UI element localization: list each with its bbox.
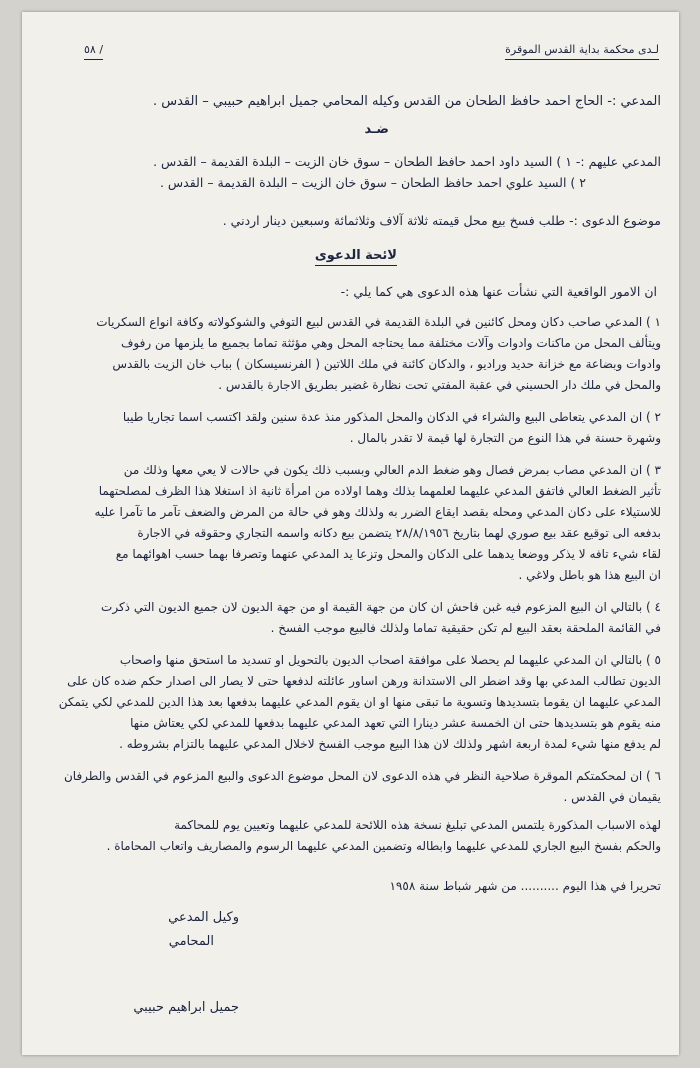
- para2-line2: وشهرة حسنة في هذا النوع من التجارة لها قيمة لا تقدر بالمال .: [349, 431, 661, 445]
- versus-label: ضـد: [364, 122, 389, 137]
- court-header: لـدى محكمة بداية القدس الموقرة: [505, 42, 659, 60]
- para1-line2: ويتألف المحل من ماكنات وادوات وآلات مختلفة مما يحتاجه المحل وهي مؤثثة تماما بجميع ما يلزمها من رفوف: [120, 336, 661, 350]
- para2-line1: ٢ ) ان المدعي يتعاطى البيع والشراء في الدكان والمحل المذكور منذ عدة سنين ولقد اكتسب اسما تجاريا طيبا: [122, 410, 661, 424]
- case-number: / ٥٨: [84, 42, 103, 60]
- para5-line5: لم يدفع منها شيء لمدة اربعة اشهر ولذلك لان هذا البيع موجب الفسخ لاخلال المدعي عليهما بالتزام بشروطه .: [119, 737, 661, 751]
- para1-line1: ١ ) المدعي صاحب دكان ومحل كائنين في البلدة القديمة في القدس لبيع التوفي والشوكولاته وكافة انواع السكريات: [96, 315, 661, 329]
- para3-line3: للاستيلاء على دكان المدعي ومحله بقصد ايقاع الضرر به ولذلك وهو في حالة من المرض والضعف تآمر ما تآمرا عليه: [94, 505, 661, 519]
- signature-attorney-title: وكيل المدعي: [168, 910, 239, 925]
- para4-line2: في القائمة الملحقة بعقد البيع لم تكن حقيقية تماما ولذلك فالبيع موجب الفسخ .: [270, 621, 661, 635]
- signature-role: المحامي: [168, 934, 214, 949]
- lawsuit-heading: لائحة الدعوى: [315, 248, 397, 266]
- para5-line4: منه يقوم هو بتسديدها حتى ان الخمسة عشر دينارا التي تعهد المدعي عليهما بدفعها للمدعي لكي يعتاش منها: [130, 716, 661, 730]
- defendant-line-1: المدعي عليهم :- ١ ) السيد داود احمد حافظ الطحان – سوق خان الزيت – البلدة القديمة – القدس .: [153, 154, 661, 169]
- para3-line4: بدفعه الى توقيع عقد بيع صوري لهما بتاريخ ٢٨/٨/١٩٥٦ يتضمن بيع دكانه واسمه التجاري وحقوقه في الاجارة: [137, 526, 661, 540]
- para5-line2: الديون تطالب المدعي بها وقد اضطر الى الاستدانة ورهن اساور عائلته لدفعها حتى لا يصار الى اصدار حكم ضده كان على: [67, 674, 661, 688]
- para3-line1: ٣ ) ان المدعي مصاب بمرض فصال وهو ضغط الدم العالي وبسبب ذلك يكون في حالات لا يعي معها وذلك من: [123, 463, 661, 477]
- para3-line2: تأثير الضغط العالي فاتفق المدعي عليهما لعلمهما بذلك وهما اولاده من امرأة ثانية اذ استغلا هذا الظرف لمصلحتهما: [98, 484, 661, 498]
- prayer-line1: لهذه الاسباب المذكورة يلتمس المدعي تبليغ نسخة هذه اللائحة للمدعي عليهما وتعيين يوم للمحاكمة: [174, 818, 661, 832]
- para1-line3: وادوات وبضاعة مع خزانة حديد وراديو ، والدكان كائنة في ملك اللاتين ( الفرنسيسكان ) بباب خان الزيت بالقدس: [112, 357, 661, 371]
- dated-line: تحريرا في هذا اليوم .......... من شهر شباط سنة ١٩٥٨: [389, 879, 661, 893]
- para1-line4: والمحل في ملك دار الحسيني في عقبة المفتي تحت نظارة غضير بطريق الاجارة بالقدس .: [218, 378, 661, 392]
- signature-name: جميل ابراهيم حبيبي: [133, 1000, 239, 1015]
- plaintiff-line: المدعي :- الحاج احمد حافظ الطحان من القدس وكيله المحامي جميل ابراهيم حبيبي – القدس .: [152, 94, 661, 109]
- prayer-line2: والحكم بفسخ البيع الجاري للمدعي عليهما وابطاله وتضمين المدعي عليهما الرسوم والمصاريف واتعاب المحاماة .: [106, 839, 661, 853]
- document-page: [22, 12, 679, 1055]
- defendant-line-2: ٢ ) السيد علوي احمد حافظ الطحان – سوق خان الزيت – البلدة القديمة – القدس .: [159, 175, 586, 190]
- para6-line2: يقيمان في القدس .: [563, 790, 661, 804]
- para5-line3: المدعي عليهما ان يقوما بتسديدها وتسوية ما تبقى منها او ان يقوم المدعي عليهما بدفعها بعد هذا الدين للمدعي لكي يتمكن: [58, 695, 661, 709]
- subject-line: موضوع الدعوى :- طلب فسخ بيع محل قيمته ثلاثة آلاف وثلاثمائة وسبعين دينار اردني .: [222, 213, 661, 228]
- para3-line6: ان البيع هذا هو باطل ولاغي .: [518, 568, 661, 582]
- intro-line: ان الامور الواقعية التي نشأت عنها هذه الدعوى هي كما يلي :-: [340, 284, 657, 299]
- para6-line1: ٦ ) ان لمحكمتكم الموقرة صلاحية النظر في هذه الدعوى لان المحل موضوع الدعوى والبيع المزعوم في القدس والطرفان: [63, 769, 661, 783]
- para3-line5: لقاء شيء تافه لا يذكر ووضعا يدهما على الدكان والمحل وتزعا يد المدعي عنهما وتصرفا بهما حسب اهوائهما مع: [115, 547, 661, 561]
- para4-line1: ٤ ) بالتالي ان البيع المزعوم فيه غبن فاحش ان كان من جهة القيمة او من جهة الديون لان جميع الديون التي ذكرت: [101, 600, 661, 614]
- para5-line1: ٥ ) بالتالي ان المدعي عليهما لم يحصلا على موافقة اصحاب الديون بالتحويل او تسديد ما استحق منها واصحاب: [119, 653, 661, 667]
